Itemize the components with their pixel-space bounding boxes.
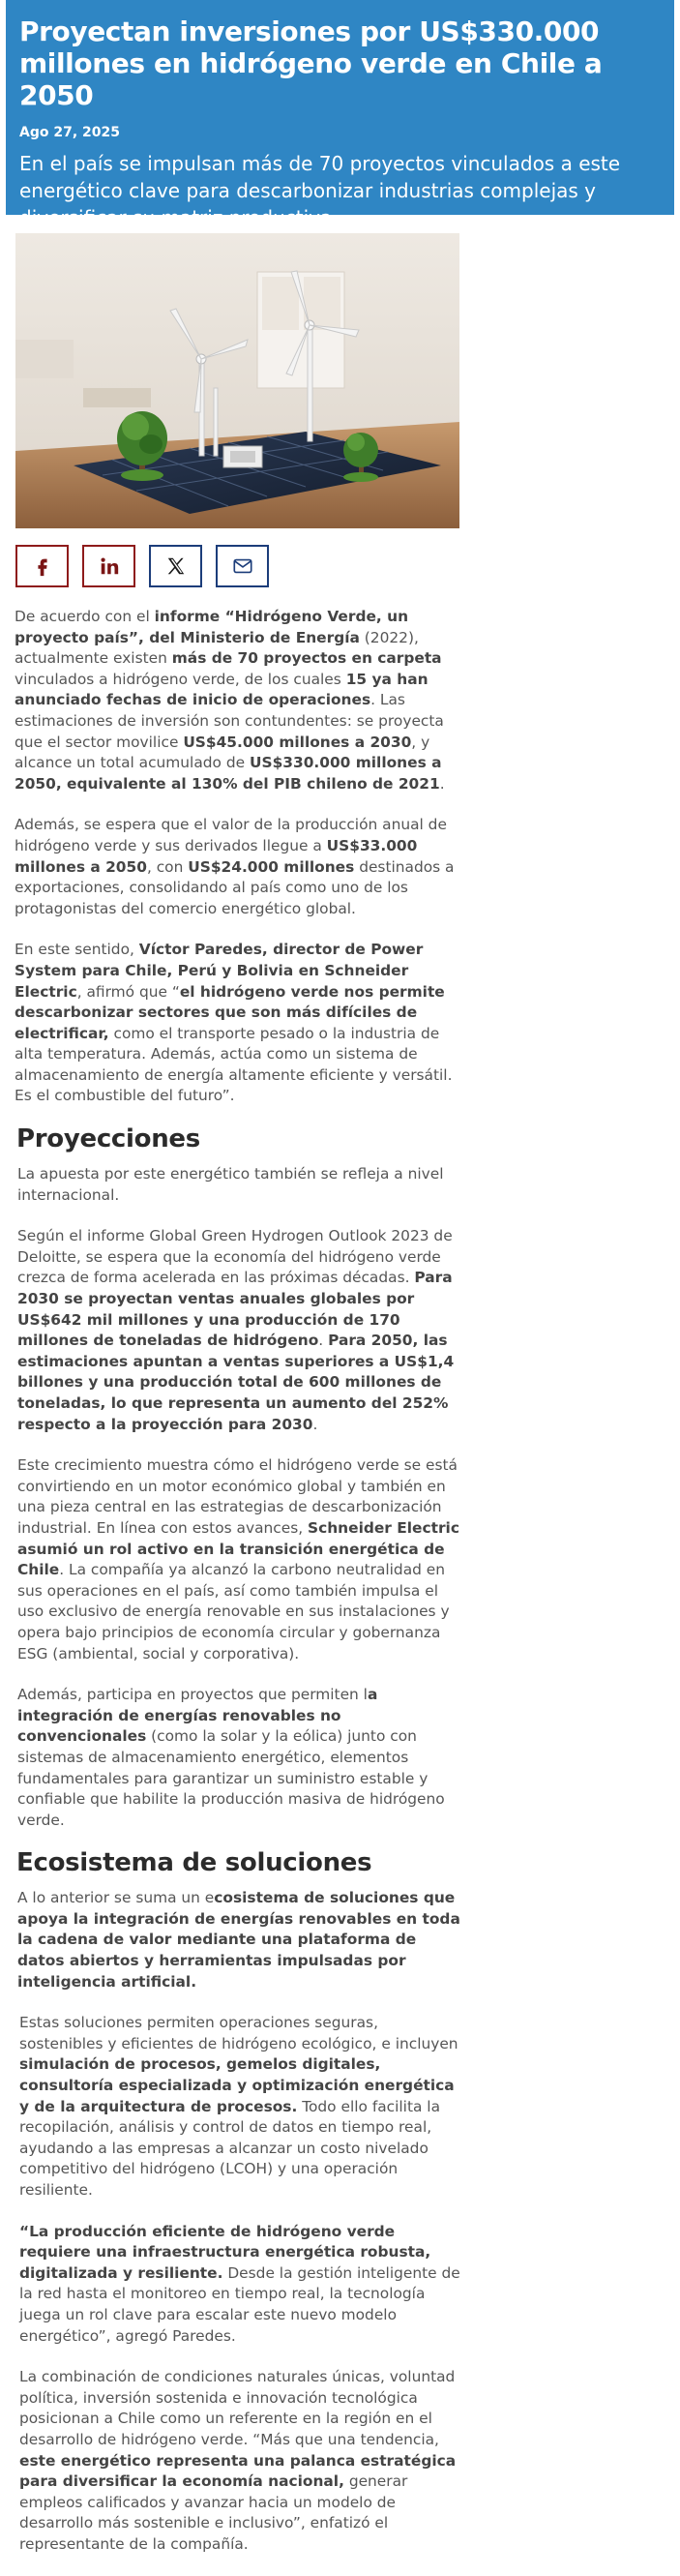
publish-date: Ago 27, 2025 [19,125,120,140]
linkedin-icon [99,555,120,577]
share-bar [15,545,269,587]
wind-turbines-solar-panel-photo [15,233,459,528]
article-lead: En el país se impulsan más de 70 proyectos vinculados a este energético clave para descarbonizar industrias complejas y diversificar su matriz productiva. [19,152,621,229]
article-image [15,233,459,528]
share-linkedin-button[interactable] [82,545,135,587]
section-heading-ecosistema: Ecosistema de soluciones [16,1848,372,1878]
article-body [15,607,463,2576]
share-email-button[interactable] [216,545,269,587]
paragraph: En este sentido, Víctor Paredes, director de Power System para Chile, Perú y Bolivia en Schneider Electric, afirmó que “el hidrógeno verde nos permite descarbonizar sectores que son más difíciles de electrificar, como el transporte pesado o la industria de alta temperatura. Además, actúa como un sistema de almacenamiento de energía altamente eficiente y versátil. Es el combustible del futuro”. [15,941,453,1105]
paragraph: Estas soluciones permiten operaciones seguras, sostenibles y eficientes de hidrógeno ecológico, e incluyen simulación de procesos, gemelos digitales, consultoría especializada y optimización energética y de la arquitectura de procesos. Todo ello facilita la recopilación, análisis y control de datos en tiempo real, ayudando a las empresas a alcanzar un costo nivelado competitivo del hidrógeno (LCOH) y una operación resiliente. [19,2014,458,2199]
paragraph: Además, participa en proyectos que permiten la integración de energías renovables no convencionales (como la solar y la eólica) junto con sistemas de almacenamiento energético, elementos fundamentales para garantizar un suministro estable y confiable que habilite la producción masiva de hidrógeno verde. [17,1686,445,1829]
email-icon [232,555,253,577]
paragraph: A lo anterior se suma un ecosistema de soluciones que apoya la integración de energías renovables en toda la cadena de valor mediante una plataforma de datos abiertos y herramientas impulsadas por inteligencia artificial. [17,1889,460,1991]
paragraph: Además, se espera que el valor de la producción anual de hidrógeno verde y sus derivados llegue a US$33.000 millones a 2050, con US$24.000 millones destinados a exportaciones, consolidando al país como uno de los protagonistas del comercio energético global. [15,816,455,917]
paragraph: Este crecimiento muestra cómo el hidrógeno verde se está convirtiendo en un motor económico global y también en una pieza central en las estrategias de descarbonización industrial. En línea con estos avances, Schneider Electric asumió un rol activo en la transición energética de Chile. La compañía ya alcanzó la carbono neutralidad en sus operaciones en el país, así como también impulsa el uso exclusivo de energía renovable en sus instalaciones y opera bajo principios de economía circular y gobernanza ESG (ambiental, social y corporativa). [17,1456,459,1662]
paragraph: De acuerdo con el informe “Hidrógeno Verde, un proyecto país”, del Ministerio de Energía (2022), actualmente existen más de 70 proyectos en carpeta vinculados a hidrógeno verde, de los cuales 15 ya han anunciado fechas de inicio de operaciones. Las estimaciones de inversión son contundentes: se proyecta que el sector movilice US$45.000 millones a 2030, y alcance un total acumulado de US$330.000 millones a 2050, equivalente al 130% del PIB chileno de 2021. [15,608,445,793]
article-header [6,0,674,229]
paragraph: “La producción eficiente de hidrógeno verde requiere una infraestructura energética robusta, digitalizada y resiliente. Desde la gestión inteligente de la red hasta el monitoreo en tiempo real, la tecnología juega un rol clave para escalar este nuevo modelo energético”, agregó Paredes. [19,2222,460,2345]
paragraph: Según el informe Global Green Hydrogen Outlook 2023 de Deloitte, se espera que la economía del hidrógeno verde crezca de forma acelerada en las próximas décadas. Para 2030 se proyectan ventas anuales globales por US$642 mil millones y una producción de 170 millones de toneladas de hidrógeno. Para 2050, las estimaciones apuntan a ventas superiores a US$1,4 billones y una producción total de 600 millones de toneladas, lo que representa un aumento del 252% respecto a la proyección para 2030. [17,1227,455,1433]
section-heading-proyecciones: Proyecciones [16,1124,200,1154]
x-icon [165,555,187,577]
share-facebook-button[interactable] [15,545,69,587]
paragraph: La apuesta por este energético también se refleja a nivel internacional. [17,1165,444,1204]
paragraph: La combinación de condiciones naturales únicas, voluntad política, inversión sostenida e innovación tecnológica posicionan a Chile como un referente en la región en el desarrollo de hidrógeno verde. “Más que una tendencia, este energético representa una palanca estratégica para diversificar la economía nacional, generar empleos calificados y avanzar hacia un modelo de desarrollo más sostenible e inclusivo”, enfatizó el representante de la compañía. [19,2368,457,2553]
facebook-icon [32,555,53,577]
share-x-button[interactable] [149,545,202,587]
article-title: Proyectan inversiones por US$330.000 millones en hidrógeno verde en Chile a 2050 [19,15,603,111]
